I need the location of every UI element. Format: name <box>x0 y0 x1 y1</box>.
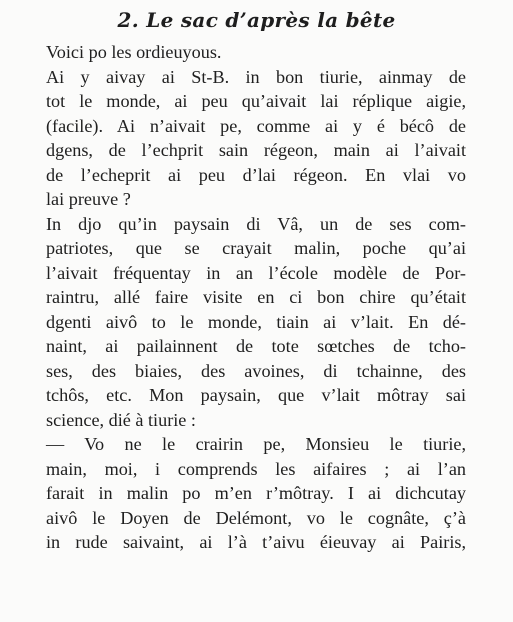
text-line: farait in malin po m’en r’môtray. I ai dichcutay <box>46 483 466 503</box>
text-line: naint, ai pailainnent de tote sœtches de tcho- <box>46 336 466 356</box>
text-line: In djo qu’in paysain di Vâ, un de ses com- <box>46 213 466 234</box>
text-line: tot le monde, ai peu qu’aivait lai réplique aigie, <box>46 91 466 111</box>
text-line: lai preuve ? <box>46 189 131 209</box>
text-line: dgenti aivô to le monde, tiain ai v’lait. En dé- <box>46 311 466 332</box>
text-line: science, dié à tiurie : <box>46 409 196 430</box>
text-line: aivô le Doyen de Delémont, vo le cognâte, ç’à <box>46 507 466 528</box>
text-line: patriotes, que se crayait malin, poche qu’ai <box>46 238 466 258</box>
text-line: dgens, de l’echprit sain régeon, main ai l’aivait <box>46 140 466 160</box>
text-line: main, moi, i comprends les aifaires ; ai l’an <box>46 458 466 479</box>
body-text <box>46 40 466 555</box>
text-line: tchôs, etc. Mon paysain, que v’lait môtray sai <box>46 385 466 405</box>
text-line: raintru, allé faire visite en ci bon chire qu’était <box>46 287 466 307</box>
text-line: — Vo ne le crairin pe, Monsieu le tiurie, <box>46 434 466 454</box>
text-line: (facile). Ai n’aivait pe, comme ai y é bécô de <box>46 115 466 136</box>
section-title: 2. Le sac d’après la bête <box>117 8 396 32</box>
text-line: Ai y aivay ai St-B. in bon tiurie, ainmay de <box>46 66 466 87</box>
text-line: ses, des biaies, des avoines, di tchainne, des <box>46 360 466 381</box>
text-line: Voici po les ordieuyous. <box>46 42 222 62</box>
text-line: l’aivait fréquentay in an l’école modèle de Por- <box>46 262 466 283</box>
text-line: in rude saivaint, ai l’à t’aivu éieuvay ai Pairis, <box>46 532 466 552</box>
text-line: de l’echeprit ai peu d’lai régeon. En vlai vo <box>46 164 466 185</box>
